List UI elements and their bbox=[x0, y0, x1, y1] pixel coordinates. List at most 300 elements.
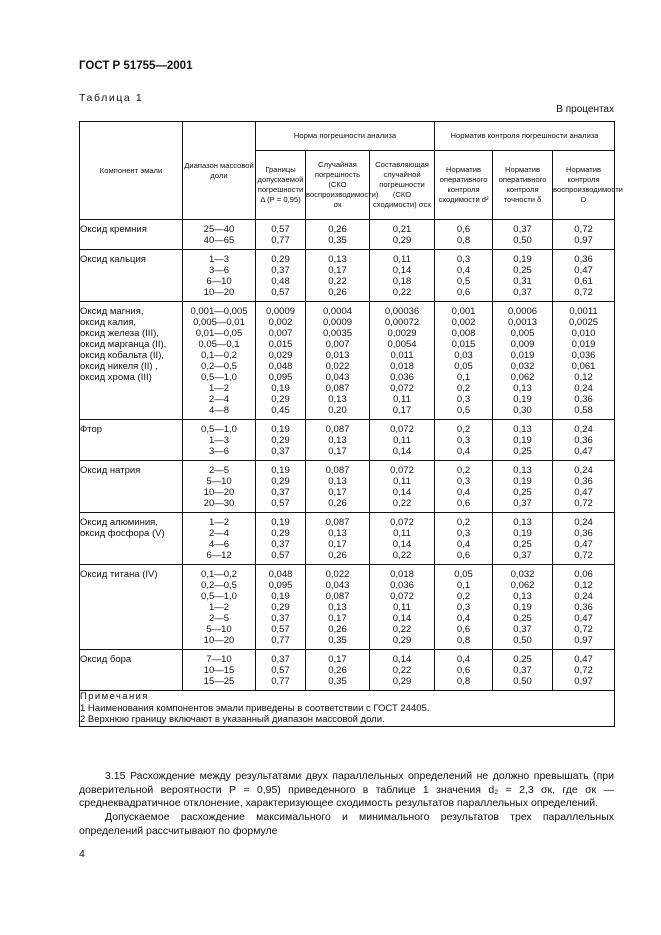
table-row bbox=[80, 420, 615, 461]
cell-line: 0,17 bbox=[392, 405, 412, 416]
cell-line: 0,14 bbox=[392, 446, 412, 457]
cell-line: 0,018 bbox=[390, 569, 414, 580]
cell-line: 0,29 bbox=[392, 676, 412, 687]
cell-line: 0,72 bbox=[574, 665, 593, 676]
cell-line: 0,048 bbox=[268, 569, 293, 580]
cell-line: 0,072 bbox=[390, 591, 414, 602]
cell-line: 0,13 bbox=[328, 435, 347, 446]
cell-line: 2—4 bbox=[208, 394, 230, 405]
paragraph-3-15: 3.15 Расхождение между результатами двух параллельных определений не должно превышать (при доверительной вероятности Р = 0,95) приведенного в таблице 1 значения d₂ = 2,3 σк, где σк — среднеквадратичное отклонение, характеризующее сходимость результатов параллельных определений. bbox=[79, 770, 614, 809]
component-cell bbox=[80, 220, 183, 250]
cell-line: 0,13 bbox=[328, 528, 347, 539]
component-cell bbox=[80, 513, 183, 565]
random-cell bbox=[306, 220, 370, 250]
header-range: Диапазон массовой доли bbox=[183, 122, 256, 220]
cell-line: 0,36 bbox=[574, 394, 593, 405]
cell-line: 0,36 bbox=[574, 435, 593, 446]
header-random: Случайная погрешность (СКО воспроизводимости) σк bbox=[306, 151, 370, 220]
document-header: ГОСТ Р 51755—2001 bbox=[79, 60, 193, 72]
cell-line: 0,11 bbox=[393, 254, 411, 265]
cell-line: 1—3 bbox=[208, 254, 230, 265]
cell-line: 15—25 bbox=[203, 676, 235, 687]
cell-line: 0,50 bbox=[513, 235, 532, 246]
cell-line: 0,37 bbox=[271, 539, 290, 550]
cell-line: 1—3 bbox=[208, 435, 230, 446]
cell-line: 0,45 bbox=[271, 405, 290, 416]
cell-line: 0,17 bbox=[328, 265, 347, 276]
cell-line: 6—12 bbox=[206, 550, 232, 561]
cell-line: 0,087 bbox=[325, 517, 350, 528]
cell-line: 0,35 bbox=[328, 235, 347, 246]
cell-line: 0,005—0,01 bbox=[193, 317, 245, 328]
cell-line: 0,35 bbox=[328, 676, 347, 687]
control-accuracy-cell bbox=[493, 220, 553, 250]
cell-line: 0,13 bbox=[513, 424, 532, 435]
cell-line: Оксид натрия bbox=[80, 465, 141, 476]
component-cell bbox=[80, 420, 183, 461]
cell-line: 0,22 bbox=[392, 498, 412, 509]
table-row bbox=[80, 220, 615, 250]
cell-line: 0,50 bbox=[513, 635, 532, 646]
cell-line: 0,72 bbox=[574, 550, 593, 561]
cell-line: 0,18 bbox=[392, 276, 412, 287]
cell-line: 0,72 bbox=[574, 624, 593, 635]
cell-line: 0,3 bbox=[456, 602, 471, 613]
cell-line: 0,17 bbox=[328, 487, 347, 498]
cell-line: 0,0009 bbox=[322, 317, 353, 328]
control-convergence-cell bbox=[435, 565, 493, 650]
cell-line: 0,13 bbox=[328, 476, 347, 487]
cell-line: 0,011 bbox=[390, 350, 414, 361]
cell-line: 0,6 bbox=[456, 624, 471, 635]
cell-line: 0,01—0,05 bbox=[195, 328, 243, 339]
cell-line: 0,6 bbox=[456, 550, 471, 561]
cell-line: 0,05 bbox=[454, 569, 473, 580]
cell-line: 0,11 bbox=[393, 528, 411, 539]
cell-line: оксид железа (III), bbox=[80, 328, 159, 339]
cell-line: 2—4 bbox=[208, 528, 230, 539]
limits-cell bbox=[256, 420, 306, 461]
cell-line: 0,97 bbox=[574, 635, 593, 646]
cell-line: 0,26 bbox=[328, 624, 347, 635]
cell-line: 0,13 bbox=[328, 602, 347, 613]
cell-line: 0,29 bbox=[271, 602, 290, 613]
cell-line: 0,6 bbox=[456, 287, 471, 298]
header-systematic: Составляющая случайной погрешности (СКО сходимости) σсх bbox=[370, 151, 435, 220]
cell-line: 0,072 bbox=[390, 517, 414, 528]
cell-line: 0,6 bbox=[456, 224, 471, 235]
cell-line: 0,005 bbox=[510, 328, 535, 339]
cell-line: 0,008 bbox=[451, 328, 476, 339]
cell-line: 0,37 bbox=[271, 446, 290, 457]
cell-line: 0,032 bbox=[510, 569, 535, 580]
cell-line: 0,77 bbox=[271, 635, 290, 646]
cell-line: 0,022 bbox=[325, 361, 350, 372]
cell-line: 10—15 bbox=[203, 665, 235, 676]
cell-line: 0,57 bbox=[271, 498, 290, 509]
control-convergence-cell bbox=[435, 302, 493, 420]
range-cell bbox=[183, 250, 256, 302]
cell-line: 0,0025 bbox=[569, 317, 599, 328]
page-number: 4 bbox=[79, 848, 85, 860]
cell-line: 0,13 bbox=[513, 465, 532, 476]
systematic-cell bbox=[370, 420, 435, 461]
cell-line: 3—6 bbox=[208, 446, 230, 457]
cell-line: 0,26 bbox=[328, 287, 347, 298]
cell-line: 0,06 bbox=[574, 569, 593, 580]
cell-line: 0,97 bbox=[574, 676, 593, 687]
cell-line: 0,19 bbox=[513, 528, 532, 539]
range-cell bbox=[183, 461, 256, 513]
component-cell bbox=[80, 461, 183, 513]
control-accuracy-cell bbox=[493, 565, 553, 650]
cell-line: 0,14 bbox=[392, 265, 412, 276]
cell-line: 0,0029 bbox=[387, 328, 417, 339]
cell-line: 6—10 bbox=[206, 276, 232, 287]
cell-line: 0,043 bbox=[325, 580, 350, 591]
cell-line: Оксид титана (IV) bbox=[80, 569, 158, 580]
limits-cell bbox=[256, 513, 306, 565]
cell-line: 0,11 bbox=[393, 602, 411, 613]
cell-line: 1—2 bbox=[208, 602, 230, 613]
random-cell bbox=[306, 461, 370, 513]
control-convergence-cell bbox=[435, 220, 493, 250]
cell-line: 0,11 bbox=[393, 394, 411, 405]
cell-line: 0,072 bbox=[390, 424, 414, 435]
cell-line: 0,043 bbox=[325, 372, 350, 383]
random-cell bbox=[306, 513, 370, 565]
cell-line: 0,14 bbox=[392, 613, 412, 624]
cell-line: 0,00072 bbox=[384, 317, 420, 328]
cell-line: 0,14 bbox=[392, 654, 412, 665]
cell-line: 0,47 bbox=[574, 487, 593, 498]
cell-line: 0,37 bbox=[271, 613, 290, 624]
cell-line: 0,17 bbox=[328, 539, 347, 550]
cell-line: 0,50 bbox=[513, 676, 532, 687]
cell-line: 0,13 bbox=[513, 383, 532, 394]
cell-line: 0,2—0,5 bbox=[201, 361, 237, 372]
cell-line: 0,007 bbox=[325, 339, 350, 350]
systematic-cell bbox=[370, 650, 435, 691]
cell-line: 0,2 bbox=[456, 591, 471, 602]
cell-line: 0,13 bbox=[328, 394, 347, 405]
cell-line: 0,24 bbox=[574, 424, 593, 435]
cell-line: 0,072 bbox=[390, 465, 414, 476]
cell-line: 3—6 bbox=[208, 265, 230, 276]
cell-line: 0,19 bbox=[513, 602, 532, 613]
cell-line: 0,36 bbox=[574, 528, 593, 539]
paragraph-allowed-difference: Допускаемое расхождение максимального и минимального результатов трех параллельных определений рассчитывают по формуле bbox=[79, 811, 614, 837]
cell-line: 0,036 bbox=[571, 350, 596, 361]
cell-line: 0,36 bbox=[574, 476, 593, 487]
cell-line: 0,26 bbox=[328, 224, 347, 235]
control-accuracy-cell bbox=[493, 420, 553, 461]
cell-line: 2—5 bbox=[208, 613, 230, 624]
table-notes bbox=[80, 691, 615, 727]
cell-line: 0,26 bbox=[328, 550, 347, 561]
cell-line: 0,77 bbox=[271, 676, 290, 687]
cell-line: 0,8 bbox=[456, 235, 471, 246]
cell-line: 0,13 bbox=[513, 517, 532, 528]
cell-line: 0,14 bbox=[392, 487, 412, 498]
random-cell bbox=[306, 650, 370, 691]
cell-line: 0,1 bbox=[456, 372, 471, 383]
cell-line: 0,47 bbox=[574, 654, 593, 665]
control-reproducibility-cell bbox=[553, 461, 615, 513]
cell-line: 0,015 bbox=[268, 339, 293, 350]
cell-line: 0,19 bbox=[271, 465, 290, 476]
table-row bbox=[80, 302, 615, 420]
cell-line: 0,019 bbox=[510, 350, 535, 361]
cell-line: 0,57 bbox=[271, 550, 290, 561]
cell-line: 0,001—0,005 bbox=[190, 306, 248, 317]
cell-line: 0,29 bbox=[271, 254, 290, 265]
cell-line: 0,57 bbox=[271, 287, 290, 298]
cell-line: 0,58 bbox=[574, 405, 593, 416]
cell-line: 0,002 bbox=[268, 317, 293, 328]
cell-line: 0,00036 bbox=[384, 306, 420, 317]
cell-line: 0,1—0,2 bbox=[201, 350, 237, 361]
cell-line: 0,19 bbox=[271, 591, 290, 602]
limits-cell bbox=[256, 461, 306, 513]
component-cell bbox=[80, 250, 183, 302]
cell-line: 0,22 bbox=[392, 624, 412, 635]
cell-line: 0,0054 bbox=[387, 339, 417, 350]
cell-line: 0,37 bbox=[513, 550, 532, 561]
cell-line: 0,37 bbox=[513, 498, 532, 509]
cell-line: 0,12 bbox=[574, 372, 593, 383]
limits-cell bbox=[256, 220, 306, 250]
table-caption: Таблица 1 bbox=[79, 92, 144, 104]
cell-line: 0,37 bbox=[513, 624, 532, 635]
cell-line: 0,5 bbox=[456, 405, 471, 416]
cell-line: 0,0004 bbox=[322, 306, 353, 317]
cell-line: 0,37 bbox=[513, 224, 532, 235]
cell-line: оксид калия, bbox=[80, 317, 137, 328]
cell-line: 0,17 bbox=[328, 446, 347, 457]
systematic-cell bbox=[370, 565, 435, 650]
cell-line: 0,29 bbox=[271, 394, 290, 405]
table-row bbox=[80, 565, 615, 650]
cell-line: 0,5—1,0 bbox=[201, 591, 237, 602]
cell-line: 0,14 bbox=[392, 539, 412, 550]
cell-line: 0,17 bbox=[328, 613, 347, 624]
cell-line: оксид никеля (II) , bbox=[80, 361, 158, 372]
cell-line: 0,009 bbox=[510, 339, 535, 350]
cell-line: 0,2 bbox=[456, 383, 471, 394]
cell-line: 0,036 bbox=[390, 580, 414, 591]
table-row bbox=[80, 250, 615, 302]
range-cell bbox=[183, 420, 256, 461]
cell-line: 0,19 bbox=[513, 435, 532, 446]
cell-line: 1—2 bbox=[208, 517, 230, 528]
cell-line: 0,4 bbox=[456, 654, 471, 665]
cell-line: 0,062 bbox=[510, 580, 535, 591]
range-cell bbox=[183, 302, 256, 420]
cell-line: 0,010 bbox=[571, 328, 596, 339]
cell-line: 0,30 bbox=[513, 405, 532, 416]
cell-line: 0,35 bbox=[328, 635, 347, 646]
cell-line: 0,25 bbox=[513, 265, 532, 276]
cell-line: 0,26 bbox=[328, 498, 347, 509]
cell-line: 0,087 bbox=[325, 424, 350, 435]
cell-line: 0,37 bbox=[513, 287, 532, 298]
cell-line: 0,062 bbox=[510, 372, 535, 383]
cell-line: 0,4 bbox=[456, 487, 471, 498]
cell-line: 0,072 bbox=[390, 383, 414, 394]
cell-line: 0,05—0,1 bbox=[198, 339, 240, 350]
systematic-cell bbox=[370, 220, 435, 250]
cell-line: 0,17 bbox=[328, 654, 347, 665]
systematic-cell bbox=[370, 250, 435, 302]
control-reproducibility-cell bbox=[553, 650, 615, 691]
control-convergence-cell bbox=[435, 461, 493, 513]
cell-line: 0,21 bbox=[392, 224, 412, 235]
range-cell bbox=[183, 220, 256, 250]
cell-line: 10—20 bbox=[203, 635, 235, 646]
cell-line: 0,24 bbox=[574, 465, 593, 476]
header-control-convergence: Норматив оперативного контроля сходимости d² bbox=[435, 151, 493, 220]
cell-line: 0,2 bbox=[456, 465, 471, 476]
control-accuracy-cell bbox=[493, 250, 553, 302]
component-cell bbox=[80, 650, 183, 691]
limits-cell bbox=[256, 250, 306, 302]
control-accuracy-cell bbox=[493, 650, 553, 691]
control-convergence-cell bbox=[435, 650, 493, 691]
cell-line: Оксид бора bbox=[80, 654, 132, 665]
cell-line: 0,19 bbox=[513, 254, 532, 265]
cell-line: 0,4 bbox=[456, 539, 471, 550]
cell-line: 0,24 bbox=[574, 517, 593, 528]
cell-line: 0,19 bbox=[513, 394, 532, 405]
cell-line: 0,3 bbox=[456, 528, 471, 539]
cell-line: 0,12 bbox=[574, 580, 593, 591]
random-cell bbox=[306, 565, 370, 650]
cell-line: 0,3 bbox=[456, 394, 471, 405]
control-convergence-cell bbox=[435, 420, 493, 461]
table-row bbox=[80, 650, 615, 691]
cell-line: 0,4 bbox=[456, 265, 471, 276]
cell-line: 0,36 bbox=[574, 254, 593, 265]
cell-line: 0,19 bbox=[513, 476, 532, 487]
cell-line: 0,37 bbox=[271, 265, 290, 276]
cell-line: 0,29 bbox=[271, 435, 290, 446]
control-reproducibility-cell bbox=[553, 513, 615, 565]
cell-line: 0,1 bbox=[456, 580, 471, 591]
cell-line: 0,97 bbox=[574, 235, 593, 246]
cell-line: 0,22 bbox=[392, 550, 412, 561]
table-row bbox=[80, 513, 615, 565]
data-table bbox=[79, 121, 623, 727]
control-reproducibility-cell bbox=[553, 220, 615, 250]
limits-cell bbox=[256, 302, 306, 420]
cell-line: 0,1—0,2 bbox=[201, 569, 237, 580]
component-cell bbox=[80, 565, 183, 650]
cell-line: 0,22 bbox=[392, 287, 412, 298]
cell-line: 0,019 bbox=[571, 339, 596, 350]
control-reproducibility-cell bbox=[553, 302, 615, 420]
cell-line: 0,2 bbox=[456, 424, 471, 435]
cell-line: 40—65 bbox=[203, 235, 235, 246]
cell-line: 4—8 bbox=[208, 405, 230, 416]
cell-line: Оксид кремния bbox=[80, 224, 147, 235]
cell-line: 10—20 bbox=[203, 487, 235, 498]
cell-line: 0,8 bbox=[456, 635, 471, 646]
cell-line: 0,05 bbox=[454, 361, 473, 372]
cell-line: 0,0011 bbox=[569, 306, 598, 317]
systematic-cell bbox=[370, 461, 435, 513]
cell-line: 0,001 bbox=[451, 306, 476, 317]
cell-line: 0,29 bbox=[271, 476, 290, 487]
cell-line: 0,37 bbox=[271, 487, 290, 498]
units-label: В процентах bbox=[556, 104, 614, 115]
cell-line: 0,8 bbox=[456, 676, 471, 687]
cell-line: 7—10 bbox=[206, 654, 232, 665]
cell-line: 20—30 bbox=[203, 498, 235, 509]
cell-line: 0,6 bbox=[456, 665, 471, 676]
header-control-reproducibility: Норматив контроля воспроизводимости D bbox=[553, 151, 615, 220]
cell-line: 0,5—1,0 bbox=[201, 372, 237, 383]
cell-line: 0,24 bbox=[574, 383, 593, 394]
cell-line: 0,029 bbox=[268, 350, 293, 361]
cell-line: 0,19 bbox=[271, 383, 290, 394]
cell-line: 0,22 bbox=[328, 276, 347, 287]
cell-line: 0,25 bbox=[513, 654, 532, 665]
cell-line: 0,007 bbox=[268, 328, 293, 339]
header-limits: Границы допускаемой погрешности Δ (Р = 0,95) bbox=[256, 151, 306, 220]
cell-line: 0,13 bbox=[328, 254, 347, 265]
cell-line: 0,47 bbox=[574, 539, 593, 550]
cell-line: 10—20 bbox=[203, 287, 235, 298]
control-accuracy-cell bbox=[493, 302, 553, 420]
cell-line: 0,29 bbox=[271, 528, 290, 539]
cell-line: 0,4 bbox=[456, 446, 471, 457]
table-row bbox=[80, 461, 615, 513]
control-convergence-cell bbox=[435, 250, 493, 302]
cell-line: 0,72 bbox=[574, 224, 593, 235]
control-reproducibility-cell bbox=[553, 565, 615, 650]
cell-line: 0,013 bbox=[325, 350, 350, 361]
cell-line: 1—2 bbox=[208, 383, 230, 394]
cell-line: 5—10 bbox=[206, 476, 232, 487]
limits-cell bbox=[256, 650, 306, 691]
cell-line: 0,3 bbox=[456, 254, 471, 265]
range-cell bbox=[183, 513, 256, 565]
cell-line: 0,19 bbox=[271, 424, 290, 435]
limits-cell bbox=[256, 565, 306, 650]
component-cell bbox=[80, 302, 183, 420]
cell-line: оксид хрома (III) bbox=[80, 372, 152, 383]
cell-line: 0,47 bbox=[574, 613, 593, 624]
cell-line: 0,72 bbox=[574, 287, 593, 298]
cell-line: 0,095 bbox=[268, 372, 293, 383]
cell-line: оксид фосфора (V) bbox=[80, 528, 165, 539]
cell-line: 0,5 bbox=[456, 276, 471, 287]
cell-line: 0,0009 bbox=[265, 306, 296, 317]
cell-line: 5—10 bbox=[206, 624, 232, 635]
cell-line: 0,087 bbox=[325, 383, 350, 394]
cell-line: 0,36 bbox=[574, 602, 593, 613]
cell-line: 0,72 bbox=[574, 498, 593, 509]
cell-line: 0,31 bbox=[513, 276, 532, 287]
cell-line: 0,19 bbox=[271, 517, 290, 528]
cell-line: 0,087 bbox=[325, 465, 350, 476]
cell-line: 0,61 bbox=[574, 276, 593, 287]
systematic-cell bbox=[370, 302, 435, 420]
cell-line: 0,47 bbox=[574, 265, 593, 276]
cell-line: 0,2—0,5 bbox=[201, 580, 237, 591]
cell-line: 0,0006 bbox=[508, 306, 538, 317]
